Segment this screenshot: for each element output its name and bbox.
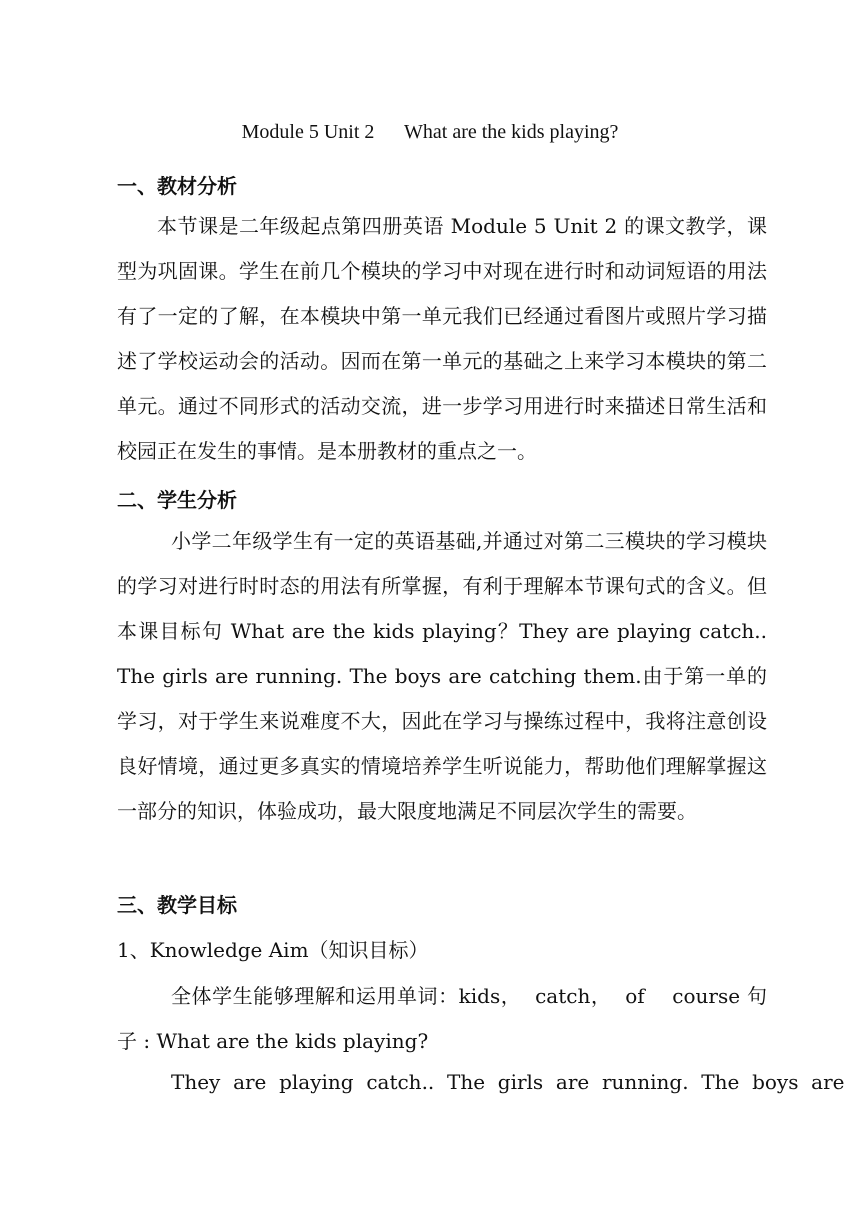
page-title: Module 5 Unit 2 What are the kids playing? bbox=[241, 121, 619, 143]
knowledge-aim-text-line-2: 子 : What are the kids playing? bbox=[117, 1029, 429, 1053]
section-heading-textbook-analysis: 一、教材分析 bbox=[117, 174, 237, 198]
student-analysis-paragraph: 小学二年级学生有一定的英语基础,并通过对第二三模块的学习模块的学习对进行时时态的用法有所掌握，有利于理解本节课句式的含义。但本课目标句 What are the kids playing？They are playing catch.. The girls are running. The boys are catching them.由于第一单的学习，对于学生来说难度不大，因此在学习与操练过程中，我将注意创设良好情境，通过更多真实的情境培养学生听说能力，帮助他们理解掌握这一部分的知识，体验成功，最大限度地满足不同层次学生的需要。 bbox=[117, 529, 767, 823]
textbook-analysis-paragraph: 本节课是二年级起点第四册英语 Module 5 Unit 2 的课文教学，课型为巩固课。学生在前几个模块的学习中对现在进行时和动词短语的用法有了一定的了解，在本模块中第一单元我们已经通过看图片或照片学习描述了学校运动会的活动。因而在第一单元的基础之上来学习本模块的第二单元。通过不同形式的活动交流，进一步学习用进行时来描述日常生活和校园正在发生的事情。是本册教材的重点之一。 bbox=[117, 214, 767, 463]
knowledge-aim-text-line-3: They are playing catch.. The girls are running. The boys are bbox=[171, 1070, 845, 1094]
knowledge-aim-label: 1、Knowledge Aim（知识目标） bbox=[117, 938, 429, 962]
section-heading-student-analysis: 二、学生分析 bbox=[117, 488, 237, 512]
section-heading-teaching-objectives: 三、教学目标 bbox=[117, 893, 237, 917]
knowledge-aim-text-line-1: 全体学生能够理解和运用单词：kids， catch， of course 句 bbox=[171, 984, 767, 1008]
